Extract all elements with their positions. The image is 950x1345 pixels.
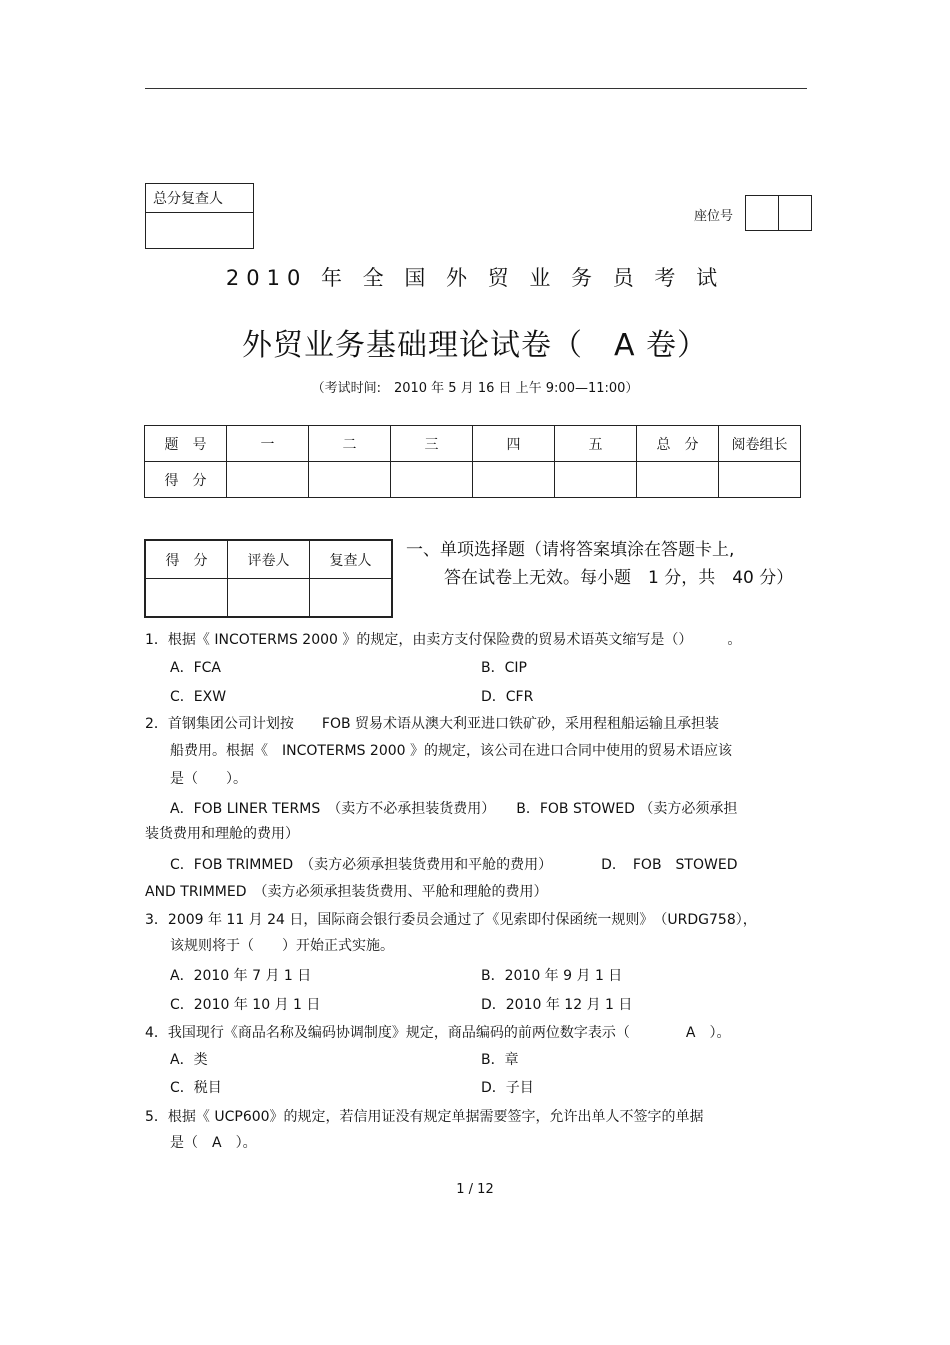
score-cell	[227, 462, 309, 498]
option-d: D．CFR	[481, 689, 534, 705]
grading-cell	[310, 579, 393, 618]
score-cell	[391, 462, 473, 498]
paper-title: 外贸业务基础理论试卷（ A 卷）	[241, 328, 709, 363]
option-d: D．子目	[481, 1080, 534, 1096]
score-header: 五	[555, 426, 637, 462]
score-header: 题 号	[145, 426, 227, 462]
grading-header: 复查人	[310, 540, 393, 579]
question-2-cont: 船费用。根据《 INCOTERMS 2000 》的规定，该公司在进口合同中使用的贸易术语应该	[170, 743, 733, 759]
option-b: B．章	[481, 1052, 519, 1068]
section-title-line: 一、单项选择题（请将答案填涂在答题卡上,	[406, 540, 735, 560]
question-5: 5．根据《 UCP600》的规定，若信用证没有规定单据需要签字，允许出单人不签字的单据	[145, 1109, 704, 1125]
question-2: 2．首钢集团公司计划按 FOB 贸易术语从澳大利亚进口铁矿砂，采用程租船运输且承担装	[145, 716, 720, 732]
score-cell	[637, 462, 719, 498]
page-number: 1 / 12	[456, 1182, 494, 1197]
option-b: B．2010 年 9 月 1 日	[481, 968, 623, 984]
option-c: C．EXW	[170, 689, 227, 705]
option-a: A．FCA	[170, 660, 221, 676]
option-b: B．CIP	[481, 660, 527, 676]
score-header-row	[145, 426, 801, 462]
section-title-line: 答在试卷上无效。每小题 1 分，共 40 分）	[444, 568, 794, 588]
exam-time: （考试时间: 2010 年 5 月 16 日 上午 9:00—11:00）	[311, 381, 639, 396]
top-rule	[145, 88, 807, 89]
option-a-b: A．FOB LINER TERMS （卖方不必承担装货费用） B．FOB STOWED （卖方必须承担	[170, 801, 738, 817]
score-row	[145, 462, 801, 498]
score-cell	[719, 462, 801, 498]
question-1: 1．根据《 INCOTERMS 2000 》的规定，由卖方支付保险费的贸易术语英文缩写是（） 。	[145, 632, 742, 648]
grading-cell	[145, 579, 228, 618]
score-header: 三	[391, 426, 473, 462]
section-title	[406, 536, 793, 592]
score-table	[144, 425, 801, 498]
question-5-cont: 是（ A ）。	[170, 1135, 257, 1151]
score-cell	[473, 462, 555, 498]
option-c: C．税目	[170, 1080, 222, 1096]
question-3: 3．2009 年 11 月 24 日，国际商会银行委员会通过了《见索即付保函统一规则》 （URDG758），	[145, 912, 757, 928]
score-header: 阅卷组长	[719, 426, 801, 462]
score-row-label: 得 分	[145, 462, 227, 498]
question-3-cont: 该规则将于（ ）开始正式实施。	[170, 938, 394, 954]
seat-label: 座位号	[694, 209, 734, 224]
total-reviewer-box	[145, 183, 254, 249]
score-header: 一	[227, 426, 309, 462]
option-d-cont: AND TRIMMED （卖方必须承担装货费用、平舱和理舱的费用）	[145, 884, 548, 900]
question-2-cont: 是（ ）。	[170, 771, 247, 787]
score-cell	[555, 462, 637, 498]
grading-header: 得 分	[145, 540, 228, 579]
option-a: A．类	[170, 1052, 208, 1068]
option-c: C．2010 年 10 月 1 日	[170, 997, 321, 1013]
score-header: 四	[473, 426, 555, 462]
grading-box	[144, 539, 393, 618]
score-header: 总 分	[637, 426, 719, 462]
option-d: D．2010 年 12 月 1 日	[481, 997, 633, 1013]
reviewer-cell	[146, 213, 254, 249]
seat-cell	[779, 196, 812, 231]
exam-title: 2010 年 全 国 外 贸 业 务 员 考 试	[225, 266, 725, 290]
grading-cell	[228, 579, 310, 618]
grading-header: 评卷人	[228, 540, 310, 579]
question-4: 4．我国现行《商品名称及编码协调制度》规定，商品编码的前两位数字表示（ A ）。	[145, 1025, 731, 1041]
seat-number-box	[745, 195, 812, 231]
option-b-cont: 装货费用和理舱的费用）	[145, 826, 299, 842]
seat-cell	[746, 196, 779, 231]
option-c-d: C．FOB TRIMMED （卖方必须承担装货费用和平舱的费用） D． FOB STOWED	[170, 857, 738, 873]
reviewer-label: 总分复查人	[146, 184, 254, 213]
option-a: A．2010 年 7 月 1 日	[170, 968, 312, 984]
score-cell	[309, 462, 391, 498]
score-header: 二	[309, 426, 391, 462]
